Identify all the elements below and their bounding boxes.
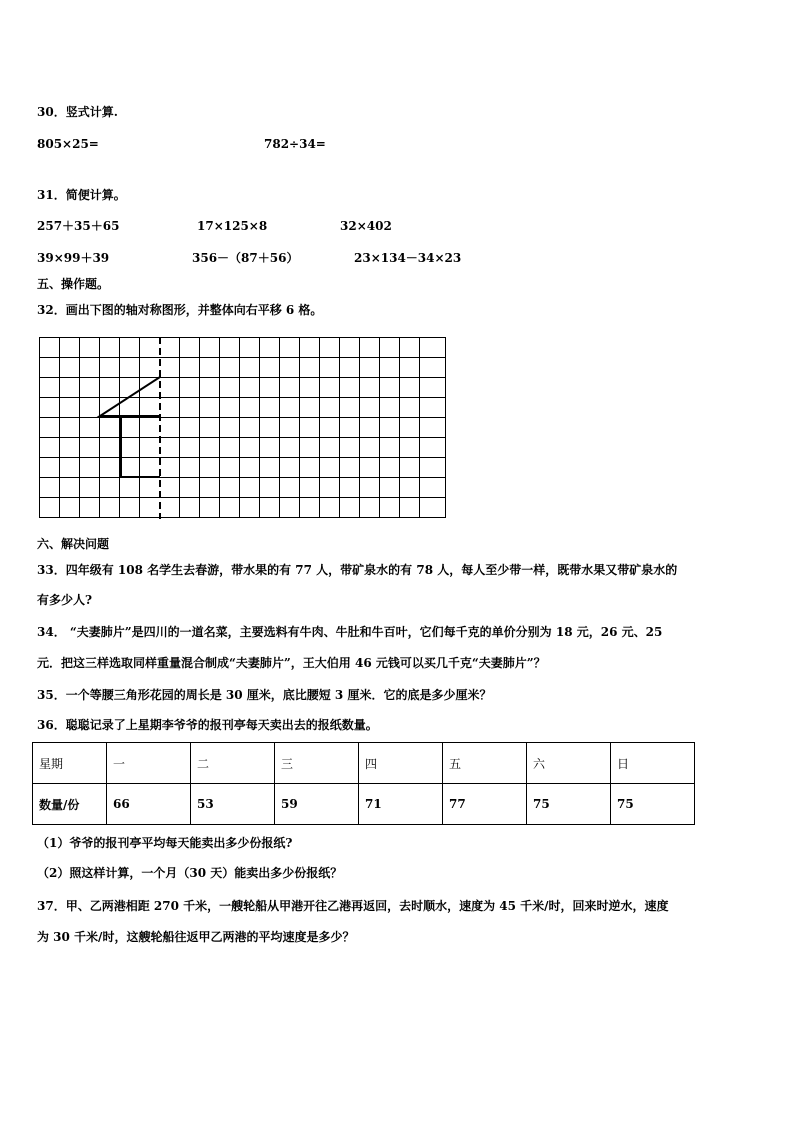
table-cell: 星期 <box>33 743 107 784</box>
q37-line-1: 37．甲、乙两港相距 270 千米，一艘轮船从甲港开往乙港再返回，去时顺水，速度为 45 千米/时，回来时逆水，速度 <box>37 899 669 913</box>
q31-r2-b: 356－（87＋56） <box>192 251 299 265</box>
table-row <box>33 743 695 784</box>
q36-sub-1: （1）爷爷的报刊亭平均每天能卖出多少份报纸? <box>37 836 293 850</box>
q31-title: 31．简便计算。 <box>37 188 126 202</box>
section-6-heading: 六、解决问题 <box>37 537 110 551</box>
table-cell: 二 <box>191 743 275 784</box>
symmetry-grid <box>39 337 448 520</box>
q31-r2-c: 23×134－34×23 <box>354 251 462 265</box>
q34-line-2: 元．把这三样选取同样重量混合制成“夫妻肺片”，王大伯用 46 元钱可以买几千克“夫妻肺片”？ <box>37 656 546 670</box>
table-cell: 日 <box>611 743 695 784</box>
table-cell: 66 <box>107 784 191 825</box>
table-cell: 53 <box>191 784 275 825</box>
q36-sub-2: （2）照这样计算，一个月（30 天）能卖出多少份报纸？ <box>37 866 343 880</box>
table-cell: 数量/份 <box>33 784 107 825</box>
table-cell: 59 <box>275 784 359 825</box>
q31-r1-b: 17×125×8 <box>197 219 268 233</box>
q36-title: 36．聪聪记录了上星期李爷爷的报刊亭每天卖出去的报纸数量。 <box>37 718 378 732</box>
table-cell: 75 <box>611 784 695 825</box>
q30-item-1: 805×25= <box>37 137 99 151</box>
q37-line-2: 为 30 千米/时，这艘轮船往返甲乙两港的平均速度是多少？ <box>37 930 355 944</box>
table-cell: 71 <box>359 784 443 825</box>
table-cell: 三 <box>275 743 359 784</box>
section-5-heading: 五、操作题。 <box>37 277 110 291</box>
half-figure <box>100 377 160 477</box>
q30-item-2: 782÷34= <box>264 137 326 151</box>
q35-line-1: 35．一个等腰三角形花园的周长是 30 厘米，底比腰短 3 厘米．它的底是多少厘米？ <box>37 688 492 702</box>
q32-title: 32．画出下图的轴对称图形，并整体向右平移 6 格。 <box>37 303 323 317</box>
table-cell: 一 <box>107 743 191 784</box>
q31-r1-c: 32×402 <box>340 219 392 233</box>
q33-line-1: 33．四年级有 108 名学生去春游，带水果的有 77 人，带矿泉水的有 78 人，每人至少带一样，既带水果又带矿泉水的 <box>37 563 678 577</box>
newspaper-sales-table <box>32 742 695 825</box>
q31-r1-a: 257＋35＋65 <box>37 219 120 233</box>
table-cell: 77 <box>443 784 527 825</box>
table-cell: 75 <box>527 784 611 825</box>
table-cell: 四 <box>359 743 443 784</box>
q33-line-2: 有多少人? <box>37 593 93 607</box>
table-row <box>33 784 695 825</box>
q31-r2-a: 39×99＋39 <box>37 251 110 265</box>
q30-title: 30．竖式计算. <box>37 105 118 119</box>
table-cell: 五 <box>443 743 527 784</box>
table-cell: 六 <box>527 743 611 784</box>
q34-line-1: 34． “夫妻肺片”是四川的一道名菜，主要选料有牛肉、牛肚和牛百叶，它们每千克的单价分别为 18 元，26 元、25 <box>37 625 663 639</box>
